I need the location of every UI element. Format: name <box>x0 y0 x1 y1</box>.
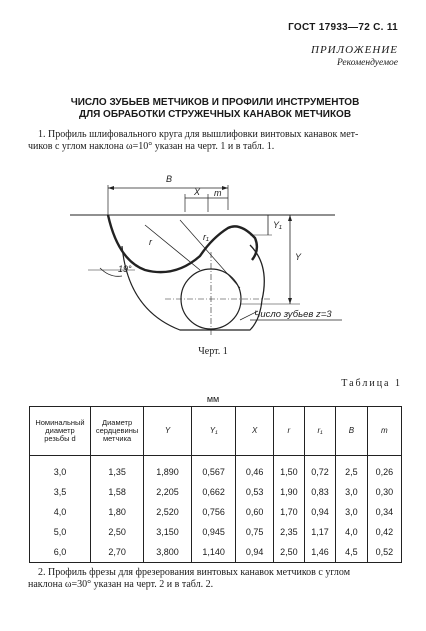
table-cell: 3,5 <box>30 482 91 502</box>
table-cell: 0,756 <box>191 502 236 522</box>
table-cell: 1,58 <box>90 482 143 502</box>
table-cell: 0,75 <box>236 522 273 542</box>
table-cell: 2,50 <box>273 542 304 563</box>
tap-body-outline <box>122 246 262 330</box>
table-row <box>30 542 402 563</box>
label-r1: r₁ <box>203 232 209 242</box>
paragraph-1-line-2: чиков с углом наклона ω=10° указан на черт. 1 и в табл. 1. <box>28 141 275 152</box>
arrow-b-right <box>222 186 228 190</box>
table-cell: 0,83 <box>304 482 335 502</box>
appendix-title: ПРИЛОЖЕНИЕ <box>311 44 398 56</box>
table-cell: 1,70 <box>273 502 304 522</box>
table-cell: 0,34 <box>367 502 401 522</box>
tooth-flank <box>250 245 264 300</box>
table-cell: 2,50 <box>90 522 143 542</box>
table-cell: 2,5 <box>336 456 368 483</box>
technical-drawing <box>0 160 426 342</box>
table-cell: 1,890 <box>144 456 192 483</box>
header-m: m <box>367 407 401 456</box>
table-cell: 2,70 <box>90 542 143 563</box>
label-m: m <box>214 188 222 198</box>
table-cell: 4,0 <box>336 522 368 542</box>
table-cell: 0,94 <box>304 502 335 522</box>
table-cell: 5,0 <box>30 522 91 542</box>
label-angle: 19° <box>118 264 132 274</box>
appendix-subtitle: Рекомендуемое <box>336 58 398 68</box>
table-cell: 0,53 <box>236 482 273 502</box>
table-cell: 1,50 <box>273 456 304 483</box>
page-header: ГОСТ 17933—72 С. 11 <box>288 22 398 33</box>
paragraph-2-line-2: наклона ω=30° указан на черт. 2 и в табл. 2. <box>28 579 214 590</box>
label-teeth: Число зубьев z=3 <box>254 309 332 320</box>
table-cell: 4,5 <box>336 542 368 563</box>
header-y1: Y₁ <box>191 407 236 456</box>
figure-caption: Черт. 1 <box>198 346 228 357</box>
header-b: B <box>336 407 368 456</box>
table-cell: 0,662 <box>191 482 236 502</box>
units-label: мм <box>206 394 220 404</box>
table-cell: 0,46 <box>236 456 273 483</box>
header-nominal-diameter: Номинальный диаметр резьбы d <box>30 407 91 456</box>
table-cell: 0,52 <box>367 542 401 563</box>
table-row <box>30 522 402 542</box>
section-title-line-1: ЧИСЛО ЗУБЬЕВ МЕТЧИКОВ И ПРОФИЛИ ИНСТРУМЕНТОВ <box>70 97 360 108</box>
table-cell: 3,150 <box>144 522 192 542</box>
label-b: B <box>166 174 173 184</box>
paragraph-1 <box>28 129 400 153</box>
table-cell: 6,0 <box>30 542 91 563</box>
table-cell: 0,42 <box>367 522 401 542</box>
header-r: r <box>273 407 304 456</box>
table-cell: 1,80 <box>90 502 143 522</box>
table-row <box>30 502 402 522</box>
table-row <box>30 482 402 502</box>
paragraph-2-line-1: 2. Профиль фрезы для фрезерования винтовых канавок метчиков с углом <box>38 567 351 578</box>
table-cell: 2,35 <box>273 522 304 542</box>
paragraph-1-line-1: 1. Профиль шлифовального круга для вышлифовки винтовых канавок мет- <box>38 129 359 140</box>
table-cell: 3,0 <box>30 456 91 483</box>
table-cell: 1,90 <box>273 482 304 502</box>
data-table <box>29 406 402 563</box>
table-cell: 3,800 <box>144 542 192 563</box>
table-cell: 3,0 <box>336 482 368 502</box>
section-title <box>20 97 410 121</box>
table-cell: 0,945 <box>191 522 236 542</box>
table-label: Таблица 1 <box>341 378 402 389</box>
header-r1: r₁ <box>304 407 335 456</box>
paragraph-2 <box>28 567 400 591</box>
table-cell: 0,567 <box>191 456 236 483</box>
header-x: X <box>236 407 273 456</box>
table-cell: 4,0 <box>30 502 91 522</box>
table-header-row <box>30 407 402 456</box>
label-x: X <box>194 187 201 197</box>
table-cell: 0,72 <box>304 456 335 483</box>
table-cell: 3,0 <box>336 502 368 522</box>
table-cell: 0,26 <box>367 456 401 483</box>
radius-r-line <box>145 225 200 270</box>
section-title-line-2: ДЛЯ ОБРАБОТКИ СТРУЖЕЧНЫХ КАНАВОК МЕТЧИКОВ <box>78 109 352 120</box>
header-core-diameter: Диаметр сердцевины метчика <box>90 407 143 456</box>
label-r: r <box>149 237 152 247</box>
table-cell: 1,46 <box>304 542 335 563</box>
label-y1: Y₁ <box>273 220 282 230</box>
label-y: Y <box>295 252 302 262</box>
table-cell: 0,94 <box>236 542 273 563</box>
arrow-b-left <box>108 186 114 190</box>
table-row <box>30 456 402 483</box>
header-y: Y <box>144 407 192 456</box>
table-cell: 1,140 <box>191 542 236 563</box>
table-cell: 2,205 <box>144 482 192 502</box>
table-cell: 0,30 <box>367 482 401 502</box>
table-cell: 1,35 <box>90 456 143 483</box>
arrow-y-top <box>288 215 292 221</box>
table-cell: 1,17 <box>304 522 335 542</box>
table-cell: 2,520 <box>144 502 192 522</box>
table-cell: 0,60 <box>236 502 273 522</box>
arrow-y-bottom <box>288 298 292 304</box>
